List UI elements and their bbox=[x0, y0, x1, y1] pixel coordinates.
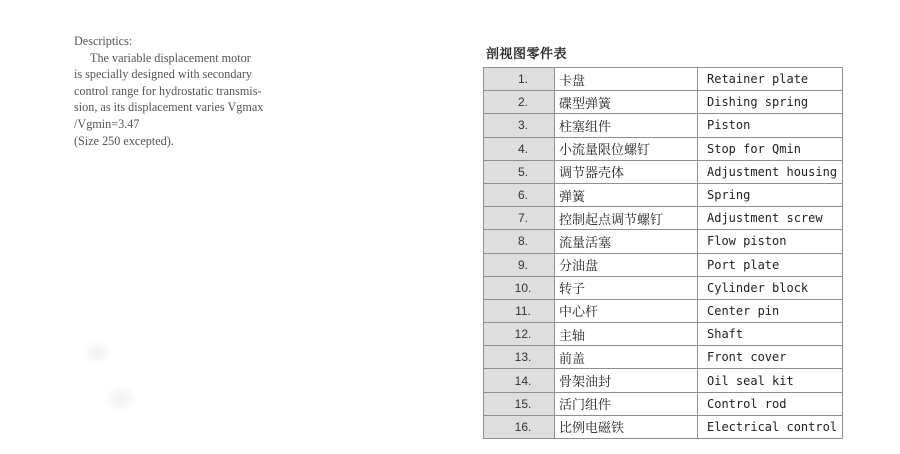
table-row bbox=[484, 91, 843, 114]
part-name-en-cell: Front cover bbox=[698, 346, 843, 369]
part-name-cn-cell: 流量活塞 bbox=[555, 230, 698, 253]
parts-table bbox=[483, 67, 843, 439]
description-line: (Size 250 excepted). bbox=[74, 133, 174, 148]
table-row bbox=[484, 160, 843, 183]
part-number-cell: 8. bbox=[484, 230, 555, 253]
part-name-en-cell: Stop for Qmin bbox=[698, 137, 843, 160]
part-name-cn-cell: 卡盘 bbox=[555, 68, 698, 91]
part-number-cell: 16. bbox=[484, 415, 555, 438]
part-number-cell: 6. bbox=[484, 183, 555, 206]
table-row bbox=[484, 346, 843, 369]
part-name-cn-cell: 碟型弹簧 bbox=[555, 91, 698, 114]
table-row bbox=[484, 392, 843, 415]
part-name-cn-cell: 比例电磁铁 bbox=[555, 415, 698, 438]
part-name-cn-cell: 分油盘 bbox=[555, 253, 698, 276]
part-name-en-cell: Center pin bbox=[698, 299, 843, 322]
part-number-cell: 10. bbox=[484, 276, 555, 299]
description-line: /Vgmin=3.47 bbox=[74, 116, 140, 131]
part-number-cell: 13. bbox=[484, 346, 555, 369]
part-name-cn-cell: 调节器壳体 bbox=[555, 160, 698, 183]
scan-artifact bbox=[104, 384, 138, 414]
part-name-cn-cell: 主轴 bbox=[555, 323, 698, 346]
part-number-cell: 2. bbox=[484, 91, 555, 114]
part-name-en-cell: Piston bbox=[698, 114, 843, 137]
parts-table-body bbox=[484, 68, 843, 439]
table-row bbox=[484, 137, 843, 160]
parts-table-title: 剖视图零件表 bbox=[486, 47, 568, 62]
table-row bbox=[484, 299, 843, 322]
part-number-cell: 12. bbox=[484, 323, 555, 346]
part-name-en-cell: Electrical control bbox=[698, 415, 843, 438]
part-name-cn-cell: 中心杆 bbox=[555, 299, 698, 322]
description-line: The variable displacement motor bbox=[90, 50, 251, 65]
part-name-en-cell: Spring bbox=[698, 183, 843, 206]
scan-artifact bbox=[82, 340, 112, 366]
part-name-cn-cell: 前盖 bbox=[555, 346, 698, 369]
part-number-cell: 15. bbox=[484, 392, 555, 415]
description-line: is specially designed with secondary bbox=[74, 67, 253, 82]
part-name-en-cell: Dishing spring bbox=[698, 91, 843, 114]
part-name-cn-cell: 转子 bbox=[555, 276, 698, 299]
part-number-cell: 7. bbox=[484, 207, 555, 230]
table-row bbox=[484, 230, 843, 253]
part-name-en-cell: Adjustment screw bbox=[698, 207, 843, 230]
description-line: control range for hydrostatic transmis- bbox=[74, 83, 262, 98]
part-number-cell: 1. bbox=[484, 68, 555, 91]
table-row bbox=[484, 68, 843, 91]
table-row bbox=[484, 207, 843, 230]
description-line: sion, as its displacement varies Vgmax bbox=[74, 100, 264, 115]
part-name-en-cell: Port plate bbox=[698, 253, 843, 276]
part-name-cn-cell: 柱塞组件 bbox=[555, 114, 698, 137]
table-row bbox=[484, 276, 843, 299]
part-number-cell: 14. bbox=[484, 369, 555, 392]
part-name-en-cell: Oil seal kit bbox=[698, 369, 843, 392]
part-name-cn-cell: 小流量限位螺钉 bbox=[555, 137, 698, 160]
part-name-cn-cell: 弹簧 bbox=[555, 183, 698, 206]
table-row bbox=[484, 183, 843, 206]
part-name-en-cell: Shaft bbox=[698, 323, 843, 346]
part-name-cn-cell: 控制起点调节螺钉 bbox=[555, 207, 698, 230]
part-number-cell: 5. bbox=[484, 160, 555, 183]
table-row bbox=[484, 415, 843, 438]
table-row bbox=[484, 253, 843, 276]
part-number-cell: 4. bbox=[484, 137, 555, 160]
table-row bbox=[484, 114, 843, 137]
part-number-cell: 11. bbox=[484, 299, 555, 322]
part-name-en-cell: Cylinder block bbox=[698, 276, 843, 299]
part-number-cell: 3. bbox=[484, 114, 555, 137]
table-row bbox=[484, 323, 843, 346]
part-name-en-cell: Control rod bbox=[698, 392, 843, 415]
part-number-cell: 9. bbox=[484, 253, 555, 276]
part-name-cn-cell: 活门组件 bbox=[555, 392, 698, 415]
part-name-cn-cell: 骨架油封 bbox=[555, 369, 698, 392]
description-heading: Descriptics: bbox=[74, 34, 133, 48]
part-name-en-cell: Retainer plate bbox=[698, 68, 843, 91]
part-name-en-cell: Flow piston bbox=[698, 230, 843, 253]
part-name-en-cell: Adjustment housing bbox=[698, 160, 843, 183]
table-row bbox=[484, 369, 843, 392]
description-block bbox=[74, 33, 304, 149]
